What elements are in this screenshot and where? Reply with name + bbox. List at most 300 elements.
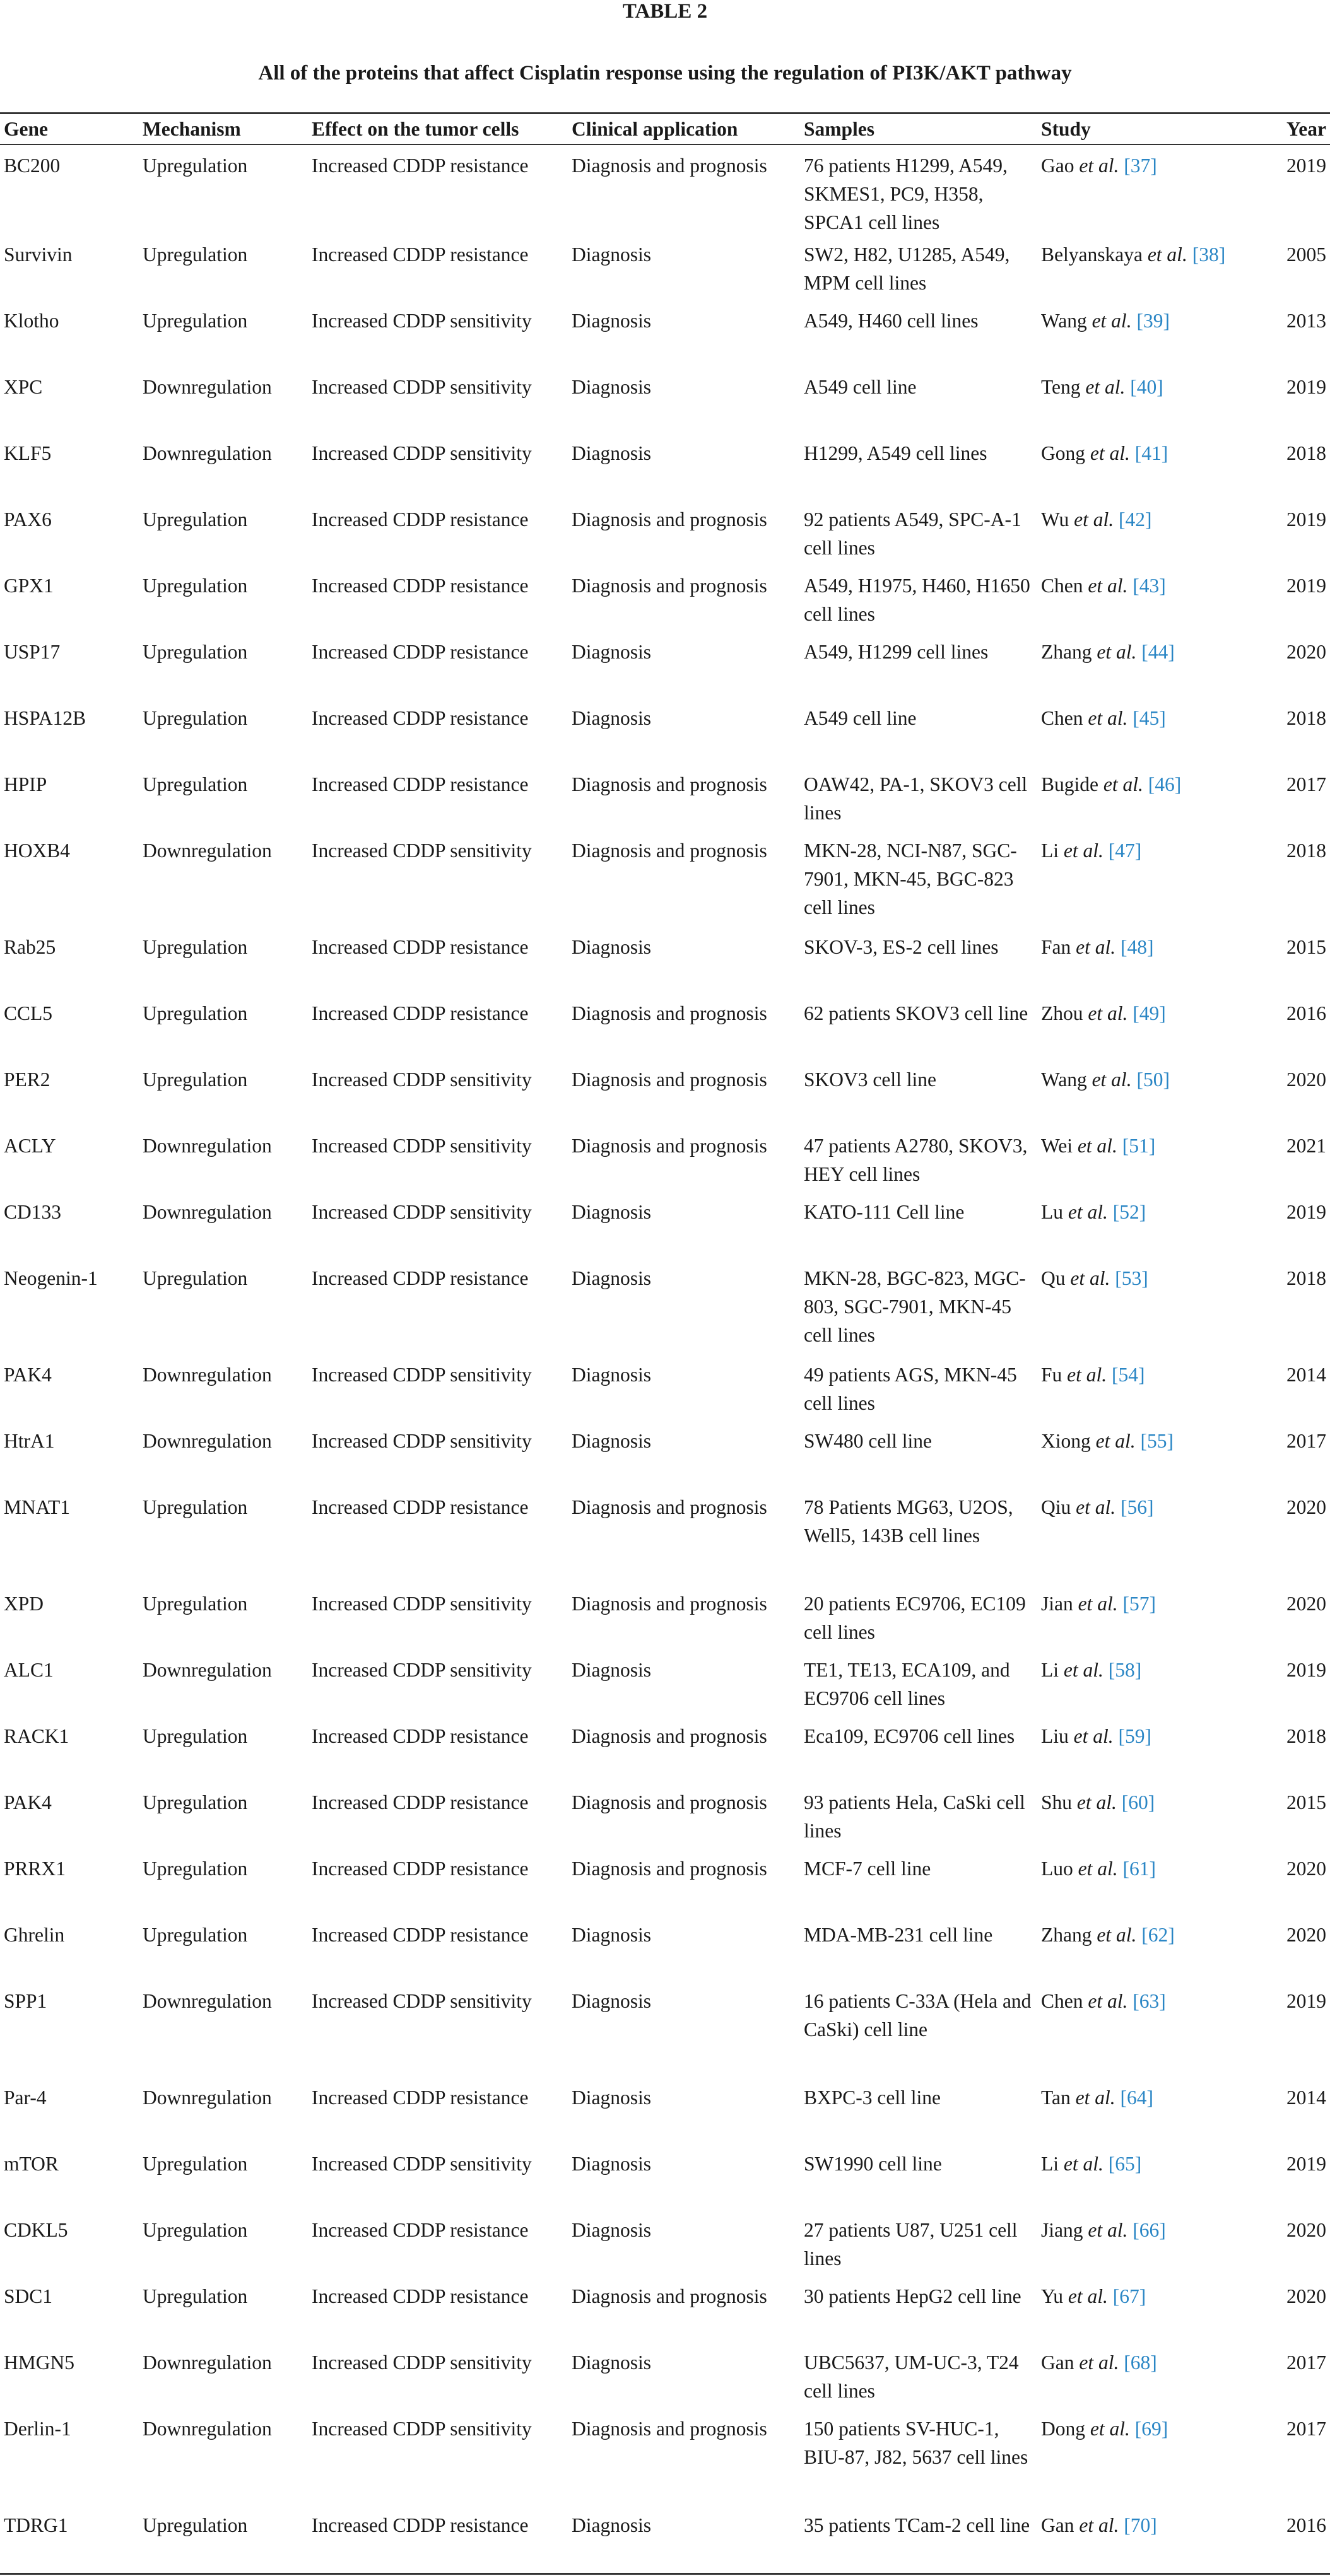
table-body (0, 144, 1330, 2548)
clinical-application-cell: Diagnosis (572, 2351, 651, 2374)
table-row (0, 1722, 1330, 1788)
clinical-application-cell: Diagnosis (572, 1201, 651, 1223)
mechanism-cell: Upregulation (143, 243, 248, 266)
gene-cell: Neogenin-1 (4, 1267, 98, 1289)
clinical-application-cell: Diagnosis and prognosis (572, 508, 767, 530)
gene-cell: RACK1 (4, 1725, 69, 1747)
effect-cell: Increased CDDP sensitivity (312, 1430, 532, 1452)
clinical-application-cell: Diagnosis (572, 2087, 651, 2109)
clinical-application-cell: Diagnosis and prognosis (572, 1068, 767, 1091)
study-cell (1037, 240, 1253, 307)
reference-link[interactable]: [38] (1192, 243, 1226, 266)
study-author: Teng (1041, 376, 1081, 398)
clinical-application-cell: Diagnosis (572, 2153, 651, 2175)
study-author: Chen (1041, 575, 1083, 597)
clinical-application-cell: Diagnosis and prognosis (572, 2285, 767, 2307)
study-cell (1037, 933, 1253, 999)
mechanism-cell: Upregulation (143, 2514, 248, 2536)
gene-cell: HMGN5 (4, 2351, 75, 2374)
mechanism-cell: Upregulation (143, 575, 248, 597)
study-et-al: et al. (1067, 1364, 1107, 1386)
year-cell: 2014 (1286, 2087, 1326, 2109)
year-cell: 2020 (1286, 1924, 1326, 1946)
effect-cell: Increased CDDP sensitivity (312, 1201, 532, 1223)
study-cell (1037, 1854, 1253, 1921)
year-cell: 2018 (1286, 1725, 1326, 1747)
table-row (0, 1921, 1330, 1987)
study-cell (1037, 2511, 1253, 2548)
samples-cell: MDA-MB-231 cell line (804, 1924, 993, 1946)
effect-cell: Increased CDDP resistance (312, 2087, 529, 2109)
reference-link[interactable]: [55] (1140, 1430, 1174, 1452)
reference-link[interactable]: [43] (1133, 575, 1166, 597)
study-author: Shu (1041, 1791, 1073, 1813)
study-cell (1037, 1198, 1253, 1264)
effect-cell: Increased CDDP resistance (312, 1791, 529, 1813)
samples-cell: A549, H460 cell lines (804, 310, 979, 332)
table-row (0, 2216, 1330, 2282)
study-cell (1037, 2150, 1253, 2216)
study-cell (1037, 704, 1253, 770)
clinical-application-cell: Diagnosis and prognosis (572, 1135, 767, 1157)
table-row (0, 373, 1330, 439)
reference-link[interactable]: [66] (1133, 2219, 1166, 2241)
study-et-al: et al. (1079, 2351, 1119, 2374)
study-author: Gao (1041, 155, 1074, 177)
table-row (0, 1493, 1330, 1590)
effect-cell: Increased CDDP resistance (312, 2514, 529, 2536)
mechanism-cell: Upregulation (143, 1924, 248, 1946)
reference-link[interactable]: [45] (1133, 707, 1166, 729)
table-row (0, 999, 1330, 1065)
reference-link[interactable]: [63] (1133, 1990, 1166, 2012)
effect-cell: Increased CDDP sensitivity (312, 840, 532, 862)
clinical-application-cell: Diagnosis (572, 376, 651, 398)
gene-cell: PRRX1 (4, 1858, 66, 1880)
reference-link[interactable]: [59] (1118, 1725, 1151, 1747)
mechanism-cell: Downregulation (143, 376, 272, 398)
reference-link[interactable]: [52] (1112, 1201, 1146, 1223)
year-cell: 2020 (1286, 1068, 1326, 1091)
study-et-al: et al. (1074, 508, 1114, 530)
year-cell: 2018 (1286, 840, 1326, 862)
mechanism-cell: Upregulation (143, 1593, 248, 1615)
clinical-application-cell: Diagnosis (572, 1267, 651, 1289)
study-et-al: et al. (1063, 1659, 1103, 1681)
year-cell: 2016 (1286, 1002, 1326, 1024)
clinical-application-cell: Diagnosis (572, 2514, 651, 2536)
samples-cell: SKOV-3, ES-2 cell lines (804, 936, 999, 958)
effect-cell: Increased CDDP resistance (312, 936, 529, 958)
study-cell (1037, 1656, 1253, 1722)
study-et-al: et al. (1077, 1135, 1117, 1157)
year-cell: 2017 (1286, 2351, 1326, 2374)
study-et-al: et al. (1078, 1593, 1118, 1615)
reference-link[interactable]: [42] (1118, 508, 1152, 530)
study-author: Gong (1041, 442, 1085, 464)
study-et-al: et al. (1085, 376, 1126, 398)
study-author: Belyanskaya (1041, 243, 1143, 266)
table-row (0, 2348, 1330, 2415)
mechanism-cell: Upregulation (143, 641, 248, 663)
table-row (0, 1132, 1330, 1198)
year-cell: 2015 (1286, 1791, 1326, 1813)
clinical-application-cell: Diagnosis and prognosis (572, 773, 767, 795)
table-row (0, 2415, 1330, 2511)
study-et-al: et al. (1090, 2418, 1130, 2440)
reference-link[interactable]: [64] (1120, 2087, 1154, 2109)
table-row (0, 770, 1330, 836)
clinical-application-cell: Diagnosis and prognosis (572, 1858, 767, 1880)
year-cell: 2019 (1286, 155, 1326, 177)
gene-cell: Klotho (4, 310, 59, 332)
study-author: Wang (1041, 310, 1087, 332)
gene-cell: CD133 (4, 1201, 62, 1223)
mechanism-cell: Upregulation (143, 1858, 248, 1880)
gene-cell: ACLY (4, 1135, 56, 1157)
mechanism-cell: Upregulation (143, 310, 248, 332)
year-cell: 2019 (1286, 1659, 1326, 1681)
mechanism-cell: Upregulation (143, 936, 248, 958)
study-cell (1037, 638, 1253, 704)
column-header-clinical: Clinical application (572, 117, 738, 140)
effect-cell: Increased CDDP resistance (312, 1496, 529, 1518)
study-et-al: et al. (1068, 2285, 1108, 2307)
samples-cell: A549 cell line (804, 707, 917, 729)
reference-link[interactable]: [47] (1108, 840, 1142, 862)
effect-cell: Increased CDDP resistance (312, 1002, 529, 1024)
reference-link[interactable]: [56] (1121, 1496, 1154, 1518)
effect-cell: Increased CDDP resistance (312, 508, 529, 530)
clinical-application-cell: Diagnosis (572, 1659, 651, 1681)
mechanism-cell: Downregulation (143, 1201, 272, 1223)
reference-link[interactable]: [58] (1108, 1659, 1142, 1681)
study-author: Li (1041, 1659, 1059, 1681)
year-cell: 2020 (1286, 2285, 1326, 2307)
gene-cell: HSPA12B (4, 707, 86, 729)
year-cell: 2017 (1286, 773, 1326, 795)
year-cell: 2015 (1286, 936, 1326, 958)
effect-cell: Increased CDDP sensitivity (312, 1593, 532, 1615)
study-author: Jian (1041, 1593, 1073, 1615)
study-cell (1037, 144, 1253, 240)
samples-cell: A549, H1299 cell lines (804, 641, 989, 663)
reference-link[interactable]: [65] (1108, 2153, 1142, 2175)
year-cell: 2017 (1286, 2418, 1326, 2440)
table-row (0, 1361, 1330, 1427)
table-row (0, 1987, 1330, 2083)
study-et-al: et al. (1079, 155, 1119, 177)
reference-link[interactable]: [69] (1134, 2418, 1168, 2440)
samples-cell: SKOV3 cell line (804, 1068, 936, 1091)
reference-link[interactable]: [49] (1133, 1002, 1166, 1024)
gene-cell: CCL5 (4, 1002, 53, 1024)
study-author: Bugide (1041, 773, 1098, 795)
mechanism-cell: Upregulation (143, 1725, 248, 1747)
study-author: Chen (1041, 707, 1083, 729)
study-author: Tan (1041, 2087, 1071, 2109)
study-cell (1037, 2348, 1253, 2415)
samples-cell: H1299, A549 cell lines (804, 442, 987, 464)
effect-cell: Increased CDDP sensitivity (312, 442, 532, 464)
mechanism-cell: Downregulation (143, 1430, 272, 1452)
clinical-application-cell: Diagnosis and prognosis (572, 1593, 767, 1615)
table-row (0, 307, 1330, 373)
clinical-application-cell: Diagnosis (572, 1364, 651, 1386)
effect-cell: Increased CDDP sensitivity (312, 376, 532, 398)
year-cell: 2018 (1286, 442, 1326, 464)
mechanism-cell: Upregulation (143, 1267, 248, 1289)
study-et-al: et al. (1088, 1990, 1128, 2012)
study-et-al: et al. (1079, 2514, 1119, 2536)
year-cell: 2019 (1286, 508, 1326, 530)
effect-cell: Increased CDDP sensitivity (312, 1659, 532, 1681)
table-row (0, 1264, 1330, 1361)
column-header-effect: Effect on the tumor cells (312, 117, 519, 140)
study-et-al: et al. (1090, 442, 1130, 464)
reference-link[interactable]: [37] (1124, 155, 1157, 177)
reference-link[interactable]: [53] (1115, 1267, 1148, 1289)
samples-cell: TE1, TE13, ECA109, and EC9706 cell lines (804, 1659, 1010, 1709)
samples-cell: MKN-28, NCI-N87, SGC-7901, MKN-45, BGC-823 cell lines (804, 840, 1017, 918)
gene-cell: SPP1 (4, 1990, 47, 2012)
reference-link[interactable]: [67] (1112, 2285, 1146, 2307)
reference-link[interactable]: [57] (1122, 1593, 1156, 1615)
clinical-application-cell: Diagnosis and prognosis (572, 1496, 767, 1518)
reference-link[interactable]: [70] (1124, 2514, 1157, 2536)
reference-link[interactable]: [40] (1130, 376, 1163, 398)
reference-link[interactable]: [60] (1121, 1791, 1155, 1813)
mechanism-cell: Downregulation (143, 2087, 272, 2109)
mechanism-cell: Upregulation (143, 1791, 248, 1813)
study-author: Wu (1041, 508, 1069, 530)
study-author: Jiang (1041, 2219, 1083, 2241)
mechanism-cell: Upregulation (143, 2219, 248, 2241)
clinical-application-cell: Diagnosis (572, 310, 651, 332)
study-author: Zhou (1041, 1002, 1083, 1024)
mechanism-cell: Upregulation (143, 773, 248, 795)
study-cell (1037, 1921, 1253, 1987)
mechanism-cell: Upregulation (143, 1002, 248, 1024)
study-author: Fan (1041, 936, 1071, 958)
mechanism-cell: Downregulation (143, 2418, 272, 2440)
samples-cell: A549, H1975, H460, H1650 cell lines (804, 575, 1030, 625)
table-row (0, 638, 1330, 704)
mechanism-cell: Downregulation (143, 442, 272, 464)
effect-cell: Increased CDDP resistance (312, 575, 529, 597)
study-et-al: et al. (1088, 1002, 1128, 1024)
reference-link[interactable]: [46] (1148, 773, 1182, 795)
reference-link[interactable]: [44] (1141, 641, 1175, 663)
samples-cell: 27 patients U87, U251 cell lines (804, 2219, 1018, 2269)
samples-cell: 35 patients TCam-2 cell line (804, 2514, 1030, 2536)
reference-link[interactable]: [50] (1136, 1068, 1170, 1091)
year-cell: 2020 (1286, 1496, 1326, 1518)
table-row (0, 1788, 1330, 1854)
study-et-al: et al. (1088, 2219, 1128, 2241)
study-et-al: et al. (1075, 2087, 1115, 2109)
gene-cell: Ghrelin (4, 1924, 65, 1946)
effect-cell: Increased CDDP resistance (312, 243, 529, 266)
mechanism-cell: Downregulation (143, 1990, 272, 2012)
year-cell: 2019 (1286, 575, 1326, 597)
table-row (0, 1065, 1330, 1132)
study-cell (1037, 1264, 1253, 1361)
samples-cell: Eca109, EC9706 cell lines (804, 1725, 1015, 1747)
year-cell: 2019 (1286, 376, 1326, 398)
reference-link[interactable]: [48] (1121, 936, 1154, 958)
study-cell (1037, 571, 1253, 638)
study-cell (1037, 1427, 1253, 1493)
gene-cell: PAX6 (4, 508, 52, 530)
gene-cell: KLF5 (4, 442, 52, 464)
reference-link[interactable]: [41] (1134, 442, 1168, 464)
year-cell: 2005 (1286, 243, 1326, 266)
gene-cell: XPD (4, 1593, 44, 1615)
gene-cell: XPC (4, 376, 43, 398)
study-author: Liu (1041, 1725, 1069, 1747)
study-author: Xiong (1041, 1430, 1091, 1452)
reference-link[interactable]: [68] (1124, 2351, 1157, 2374)
study-cell (1037, 2415, 1253, 2511)
year-cell: 2020 (1286, 1593, 1326, 1615)
reference-link[interactable]: [39] (1136, 310, 1170, 332)
year-cell: 2018 (1286, 1267, 1326, 1289)
study-author: Lu (1041, 1201, 1063, 1223)
clinical-application-cell: Diagnosis (572, 1924, 651, 1946)
column-header-samples: Samples (804, 117, 875, 140)
effect-cell: Increased CDDP resistance (312, 2285, 529, 2307)
study-et-al: et al. (1078, 1858, 1118, 1880)
gene-cell: Survivin (4, 243, 73, 266)
effect-cell: Increased CDDP sensitivity (312, 1990, 532, 2012)
reference-link[interactable]: [51] (1122, 1135, 1156, 1157)
clinical-application-cell: Diagnosis and prognosis (572, 1791, 767, 1813)
clinical-application-cell: Diagnosis and prognosis (572, 155, 767, 177)
table-row (0, 240, 1330, 307)
table-row (0, 2511, 1330, 2548)
reference-link[interactable]: [61] (1122, 1858, 1156, 1880)
study-author: Gan (1041, 2514, 1074, 2536)
table-row (0, 1427, 1330, 1493)
study-author: Li (1041, 840, 1059, 862)
gene-cell: HtrA1 (4, 1430, 55, 1452)
study-author: Li (1041, 2153, 1059, 2175)
study-author: Qu (1041, 1267, 1066, 1289)
year-cell: 2020 (1286, 1858, 1326, 1880)
table-row (0, 144, 1330, 240)
mechanism-cell: Upregulation (143, 1496, 248, 1518)
year-cell: 2019 (1286, 2153, 1326, 2175)
samples-cell: 16 patients C-33A (Hela and CaSki) cell line (804, 1990, 1032, 2040)
gene-cell: Rab25 (4, 936, 56, 958)
effect-cell: Increased CDDP sensitivity (312, 1135, 532, 1157)
gene-cell: PAK4 (4, 1791, 52, 1813)
year-cell: 2020 (1286, 2219, 1326, 2241)
effect-cell: Increased CDDP resistance (312, 1725, 529, 1747)
mechanism-cell: Upregulation (143, 155, 248, 177)
effect-cell: Increased CDDP sensitivity (312, 2351, 532, 2374)
study-cell (1037, 1987, 1253, 2083)
samples-cell: 20 patients EC9706, EC109 cell lines (804, 1593, 1026, 1643)
study-cell (1037, 2282, 1253, 2348)
clinical-application-cell: Diagnosis (572, 707, 651, 729)
clinical-application-cell: Diagnosis (572, 1990, 651, 2012)
gene-cell: TDRG1 (4, 2514, 68, 2536)
study-cell (1037, 1722, 1253, 1788)
study-et-al: et al. (1092, 1068, 1132, 1091)
samples-cell: 62 patients SKOV3 cell line (804, 1002, 1028, 1024)
study-et-al: et al. (1076, 1791, 1117, 1813)
mechanism-cell: Downregulation (143, 2351, 272, 2374)
samples-cell: 47 patients A2780, SKOV3, HEY cell lines (804, 1135, 1028, 1185)
samples-cell: 93 patients Hela, CaSki cell lines (804, 1791, 1025, 1842)
year-cell: 2020 (1286, 641, 1326, 663)
study-cell (1037, 770, 1253, 836)
samples-cell: 30 patients HepG2 cell line (804, 2285, 1021, 2307)
study-author: Fu (1041, 1364, 1062, 1386)
year-cell: 2019 (1286, 1201, 1326, 1223)
study-et-al: et al. (1147, 243, 1187, 266)
effect-cell: Increased CDDP resistance (312, 641, 529, 663)
clinical-application-cell: Diagnosis and prognosis (572, 1725, 767, 1747)
study-author: Qiu (1041, 1496, 1071, 1518)
table-row (0, 2282, 1330, 2348)
effect-cell: Increased CDDP sensitivity (312, 2418, 532, 2440)
study-author: Wei (1041, 1135, 1073, 1157)
mechanism-cell: Upregulation (143, 2153, 248, 2175)
year-cell: 2021 (1286, 1135, 1326, 1157)
gene-cell: SDC1 (4, 2285, 53, 2307)
study-et-al: et al. (1070, 1267, 1110, 1289)
study-author: Chen (1041, 1990, 1083, 2012)
study-cell (1037, 373, 1253, 439)
study-et-al: et al. (1095, 1430, 1136, 1452)
samples-cell: BXPC-3 cell line (804, 2087, 941, 2109)
samples-cell: 76 patients H1299, A549, SKMES1, PC9, H358, SPCA1 cell lines (804, 155, 1008, 233)
table-row (0, 1198, 1330, 1264)
samples-cell: 49 patients AGS, MKN-45 cell lines (804, 1364, 1017, 1414)
column-header-gene: Gene (4, 117, 48, 140)
gene-cell: HOXB4 (4, 840, 71, 862)
study-et-al: et al. (1097, 1924, 1137, 1946)
clinical-application-cell: Diagnosis and prognosis (572, 575, 767, 597)
table-row (0, 1656, 1330, 1722)
reference-link[interactable]: [62] (1141, 1924, 1175, 1946)
year-cell: 2017 (1286, 1430, 1326, 1452)
column-header-mechanism: Mechanism (143, 117, 241, 140)
effect-cell: Increased CDDP sensitivity (312, 2153, 532, 2175)
gene-cell: CDKL5 (4, 2219, 68, 2241)
samples-cell: SW1990 cell line (804, 2153, 942, 2175)
year-cell: 2018 (1286, 707, 1326, 729)
year-cell: 2014 (1286, 1364, 1326, 1386)
reference-link[interactable]: [54] (1112, 1364, 1145, 1386)
samples-cell: 150 patients SV-HUC-1, BIU-87, J82, 5637 cell lines (804, 2418, 1028, 2468)
study-author: Luo (1041, 1858, 1073, 1880)
table-row (0, 439, 1330, 505)
study-et-al: et al. (1088, 707, 1128, 729)
study-author: Dong (1041, 2418, 1085, 2440)
study-cell (1037, 439, 1253, 505)
gene-cell: USP17 (4, 641, 61, 663)
study-cell (1037, 1788, 1253, 1854)
table-row (0, 1854, 1330, 1921)
study-et-al: et al. (1088, 575, 1128, 597)
study-cell (1037, 1493, 1253, 1590)
clinical-application-cell: Diagnosis (572, 641, 651, 663)
mechanism-cell: Upregulation (143, 707, 248, 729)
